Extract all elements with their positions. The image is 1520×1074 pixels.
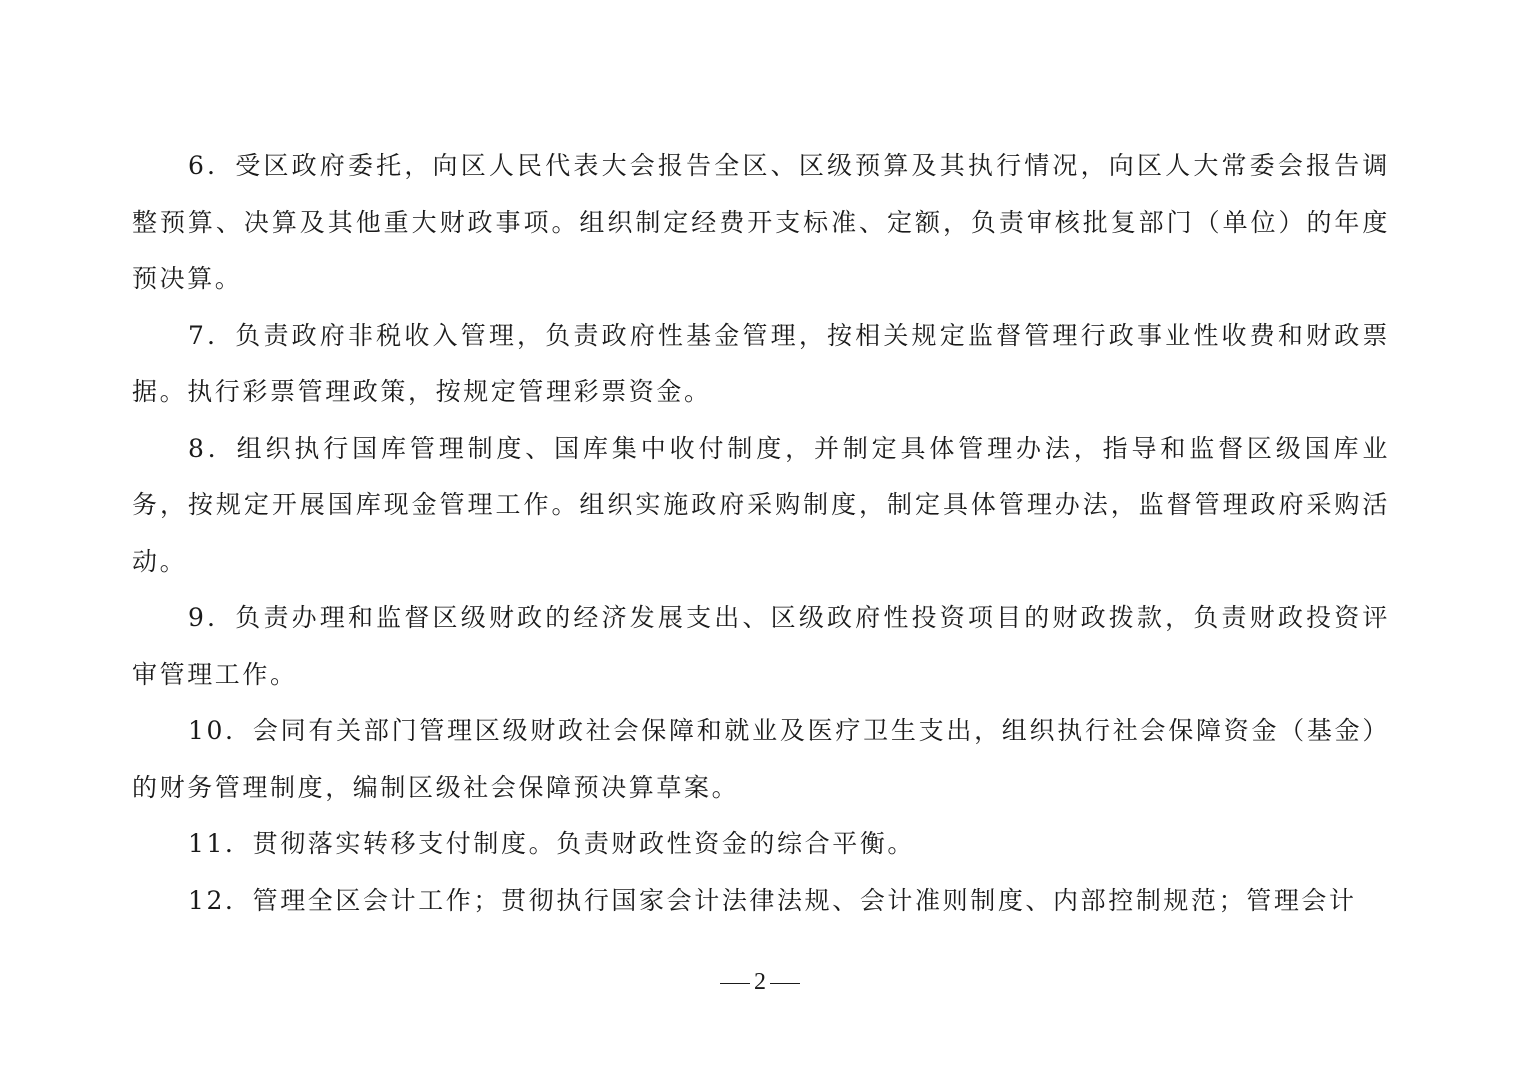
page-footer [0, 962, 1520, 1002]
document-body [132, 138, 1390, 929]
paragraph-item-6: 6．受区政府委托，向区人民代表大会报告全区、区级预算及其执行情况，向区人大常委会报告调整预算、决算及其他重大财政事项。组织制定经费开支标准、定额，负责审核批复部门（单位）的年度预决算。 [132, 151, 1390, 293]
footer-dash-right [770, 983, 800, 984]
paragraph-item-10: 10．会同有关部门管理区级财政社会保障和就业及医疗卫生支出，组织执行社会保障资金（基金）的财务管理制度，编制区级社会保障预决算草案。 [132, 716, 1390, 802]
paragraph-item-11: 11．贯彻落实转移支付制度。负责财政性资金的综合平衡。 [188, 829, 916, 858]
paragraph-item-12: 12．管理全区会计工作；贯彻执行国家会计法律法规、会计准则制度、内部控制规范；管理会计 [188, 885, 1357, 915]
paragraph-item-7: 7．负责政府非税收入管理，负责政府性基金管理，按相关规定监督管理行政事业性收费和财政票据。执行彩票管理政策，按规定管理彩票资金。 [132, 320, 1390, 406]
paragraph-item-8: 8．组织执行国库管理制度、国库集中收付制度，并制定具体管理办法，指导和监督区级国库业务，按规定开展国库现金管理工作。组织实施政府采购制度，制定具体管理办法，监督管理政府采购活动。 [132, 433, 1390, 576]
paragraph-item-9: 9．负责办理和监督区级财政的经济发展支出、区级政府性投资项目的财政拨款，负责财政投资评审管理工作。 [132, 603, 1390, 689]
footer-dash-left [720, 983, 750, 984]
page-number: 2 [754, 969, 766, 995]
